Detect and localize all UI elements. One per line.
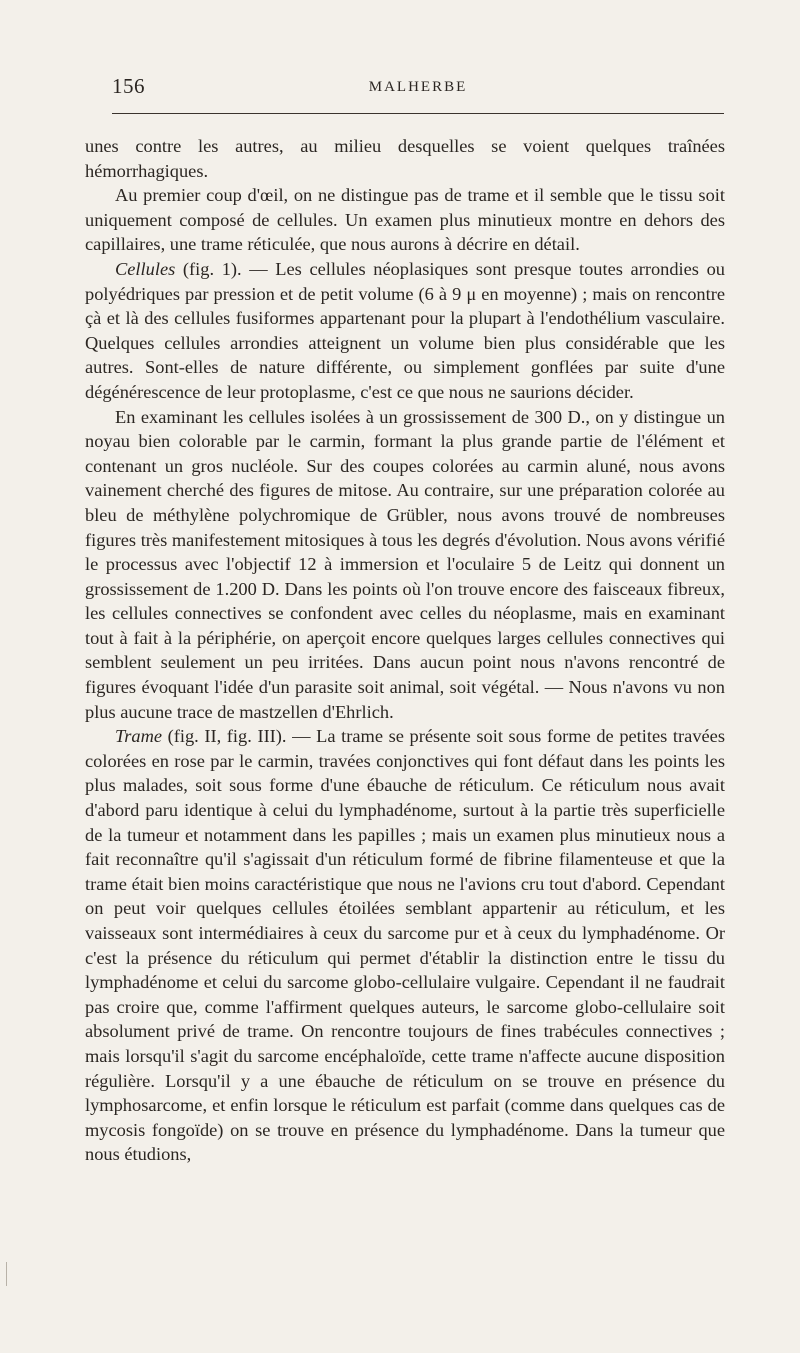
paragraph [85,183,725,257]
header-rule [112,113,724,114]
body-text [85,134,725,1167]
paragraph-cellules [85,257,725,405]
run-in-heading: Trame [115,726,163,747]
paragraph-text: En examinant les cellules isolées à un grossissement de 300 D., on y distingue un noyau bien colorable par le carmin, formant la plus grande partie de l'élément et contenant un gros nucléole. Sur des coupes colorées au carmin aluné, nous avons vainement cherché des figures de mitose. Au contraire, sur une préparation colorée au bleu de méthylène polychromique de Grübler, nous avons trouvé de nombreuses figures très manifestement mitosiques à tous les degrés d'évolution. Nous avons vérifié le processus avec l'objectif 12 à immersion et l'oculaire 5 de Leitz qui donnent un grossissement de 1.200 D. Dans les points où l'on trouve encore des faisceaux fibreux, les cellules connectives se confondent avec celles du néoplasme, mais en examinant tout à fait à la périphérie, on aperçoit encore quelques larges cellules connectives qui semblent seulement un peu irritées. Dans aucun point nous n'avons rencontré de figures évoquant l'idée d'un parasite soit animal, soit végétal. — Nous n'avons vu non plus aucune trace de mastzellen d'Ehrlich. [85,406,725,722]
paragraph-text: (fig. 1). — Les cellules néoplasiques sont presque toutes arrondies ou polyédriques par pression et de petit volume (6 à 9 μ en moyenne) ; mais on rencontre çà et là des cellules fusiformes appartenant pour la plupart à l'endothélium vasculaire. Quelques cellules arrondies atteignent un volume bien plus considérable que les autres. Sont-elles de nature différente, ou simplement gonflées par suite d'une dégénérescence de leur protoplasme, c'est ce que nous ne saurions décider. [85,258,725,402]
run-in-heading: Cellules [115,258,176,279]
paragraph-text: Au premier coup d'œil, on ne distingue pas de trame et il semble que le tissu soit uniquement composé de cellules. Un examen plus minutieux montre en dehors des capillaires, une trame réticulée, que nous aurons à décrire en détail. [85,185,725,255]
running-title: MALHERBE [368,79,468,95]
running-head [112,70,724,104]
paragraph-trame [85,724,725,1167]
paragraph [85,405,725,725]
paragraph-text: unes contre les autres, au milieu desquelles se voient quelques traînées hémorrhagiques. [85,136,725,181]
margin-mark [6,1262,7,1286]
paragraph-text: (fig. II, fig. III). — La trame se présente soit sous forme de petites travées colorées en rose par le carmin, travées conjonctives qui font défaut dans les points les plus malades, soit sous forme d'une ébauche de réticulum. Ce réticulum nous avait d'abord paru identique à celui du lymphadénome, surtout à la partie très superficielle de la tumeur et notamment dans les papilles ; mais un examen plus minutieux nous a fait reconnaître qu'il s'agissait d'un réticulum formé de fibrine filamenteuse et que la trame était bien moins caractéristique que nous ne l'avions cru tout d'abord. Cependant on peut voir quelques cellules étoilées semblant appartenir au réticulum, et les vaisseaux sont intermédiaires à ceux du sarcome pur et à ceux du lymphadénome. Or c'est la présence du réticulum qui permet d'établir la distinction entre le tissu du lymphadénome et celui du sarcome globo-cellulaire vulgaire. Cependant il ne faudrait pas croire que, comme l'affirment quelques auteurs, le sarcome globo-cellulaire soit absolument privé de trame. On rencontre toujours de fines trabécules connectives ; mais lorsqu'il s'agit du sarcome encéphaloïde, cette trame n'affecte aucune disposition régulière. Lorsqu'il y a une ébauche de réticulum on se trouve en présence du lymphosarcome, et enfin lorsque le réticulum est parfait (comme dans quelques cas de mycosis fongoïde) on se trouve en présence du lymphadénome. Dans la tumeur que nous étudions, [85,726,725,1165]
page-number: 156 [112,74,145,98]
paragraph-continued [85,134,725,183]
